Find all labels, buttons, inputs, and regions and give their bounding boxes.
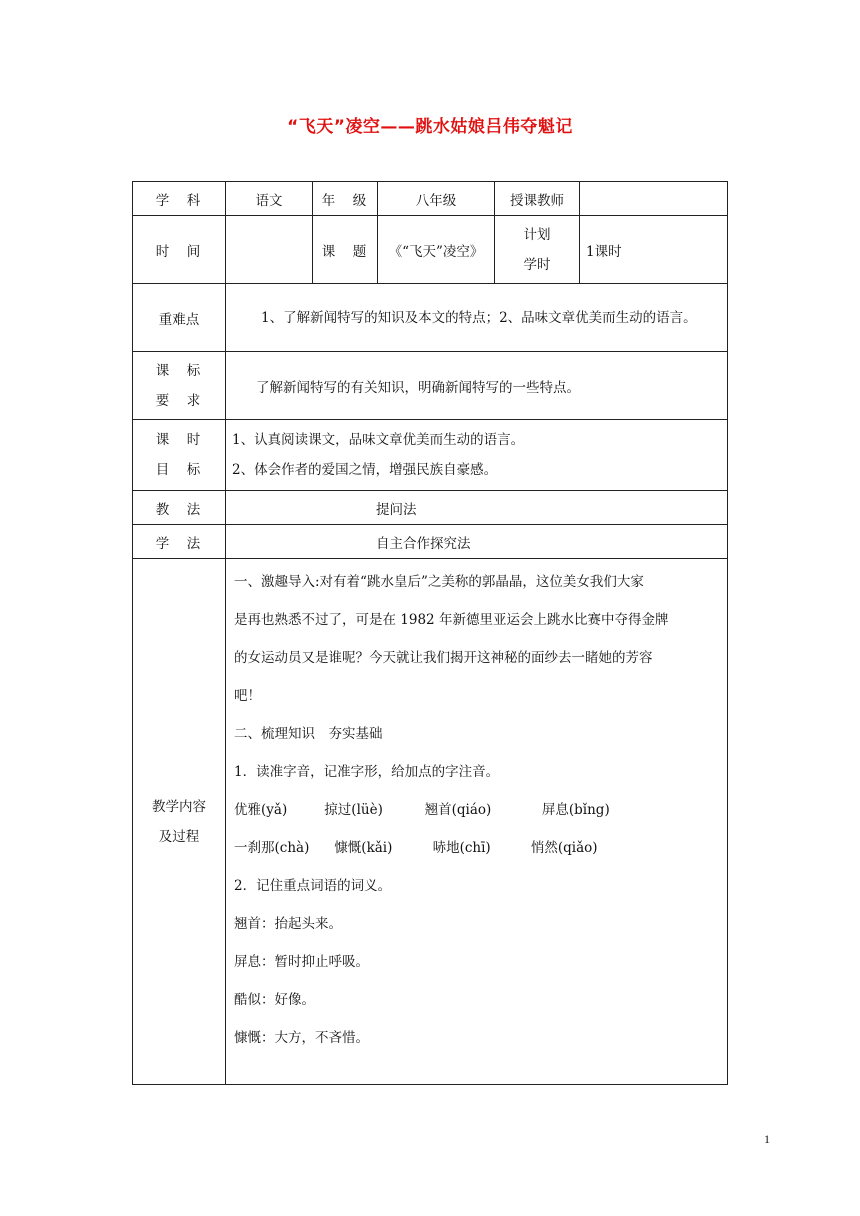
standard-label [133, 352, 226, 420]
teaching-method-label: 教 法 [133, 491, 226, 525]
document-title: “飞天”凌空——跳水姑娘吕伟夺魁记 [287, 117, 573, 137]
table-row [133, 182, 728, 216]
subject-label: 学 科 [133, 182, 226, 216]
standard-text: 了解新闻特写的有关知识，明确新闻特写的一些特点。 [226, 352, 728, 420]
pinyin-line-2 [234, 837, 719, 860]
pinyin-item: 哧地(chī) [432, 840, 491, 856]
grade-label: 年 级 [313, 182, 378, 216]
lesson-title-text: 《“飞天”凌空》 [388, 243, 484, 260]
table-row [133, 491, 728, 525]
process-label [133, 559, 226, 1085]
table-row [133, 284, 728, 352]
planned-hours-label-line1: 计划 [523, 226, 551, 243]
lesson-title-label: 课 题 [313, 216, 378, 284]
intro-line-3: 的女运动员又是谁呢？今天就让我们揭开这神秘的面纱去一睹她的芳容 [234, 650, 653, 666]
definition-2: 屏息：暂时抑止呼吸。 [234, 954, 369, 970]
objectives-label-line1: 课 时 [155, 432, 203, 448]
pinyin-item: 优雅(yǎ) [234, 802, 288, 818]
subject-value: 语文 [226, 182, 313, 216]
table-row [133, 420, 728, 491]
page-number: 1 [764, 1132, 770, 1146]
objectives-label [133, 420, 226, 491]
question-1: 1．读准字音，记准字形，给加点的字注音。 [234, 764, 500, 780]
pinyin-item: 悄然(qiǎo) [530, 840, 598, 856]
objectives-label-line2: 目 标 [155, 462, 203, 478]
question-2: 2．记住重点词语的词义。 [234, 878, 392, 894]
process-label-line1: 教学内容 [152, 798, 206, 815]
learning-method-label: 学 法 [133, 525, 226, 559]
intro-line-2: 是再也熟悉不过了，可是在 1982 年新德里亚运会上跳水比赛中夺得金牌 [234, 612, 669, 628]
section-2-heading: 二、梳理知识 夯实基础 [234, 726, 383, 742]
definition-4: 慷慨：大方，不吝惜。 [234, 1030, 369, 1046]
teacher-value [580, 182, 728, 216]
lesson-plan-table [132, 181, 728, 1085]
objective-item-2: 2、体会作者的爱国之情，增强民族自豪感。 [232, 462, 498, 478]
pinyin-item: 慷慨(kǎi) [334, 840, 393, 856]
definition-1: 翘首：抬起头来。 [234, 916, 342, 932]
table-row [133, 559, 728, 1085]
pinyin-item: 掠过(lüè) [324, 802, 383, 818]
key-points-text: 1、了解新闻特写的知识及本文的特点；2、品味文章优美而生动的语言。 [226, 284, 728, 352]
process-label-line2: 及过程 [158, 828, 200, 845]
table-row [133, 216, 728, 284]
table-row [133, 352, 728, 420]
objective-item-1: 1、认真阅读课文，品味文章优美而生动的语言。 [232, 432, 525, 448]
time-label: 时 间 [133, 216, 226, 284]
intro-line-1: 一、激趣导入:对有着“跳水皇后”之美称的郭晶晶，这位美女我们大家 [234, 574, 644, 590]
standard-label-line2: 要 求 [155, 392, 203, 409]
intro-line-4: 吧！ [234, 688, 261, 704]
pinyin-item: 翘首(qiáo) [424, 802, 492, 818]
objectives-text [226, 420, 728, 491]
planned-hours-label-line2: 学时 [523, 256, 551, 273]
lesson-title-value [378, 216, 495, 284]
pinyin-item: 屏息(bǐng) [541, 802, 610, 818]
key-points-label: 重难点 [133, 284, 226, 352]
pinyin-line-1 [234, 799, 719, 822]
definition-3: 酷似：好像。 [234, 992, 315, 1008]
process-content [226, 559, 728, 1085]
planned-hours-value: 1课时 [580, 216, 728, 284]
table-row [133, 525, 728, 559]
planned-hours-label [495, 216, 580, 284]
learning-method-text: 自主合作探究法 [226, 525, 728, 559]
pinyin-item: 一刹那(chà) [234, 840, 310, 856]
time-value [226, 216, 313, 284]
teaching-method-text: 提问法 [226, 491, 728, 525]
grade-value: 八年级 [378, 182, 495, 216]
standard-label-line1: 课 标 [155, 362, 203, 379]
teacher-label: 授课教师 [495, 182, 580, 216]
